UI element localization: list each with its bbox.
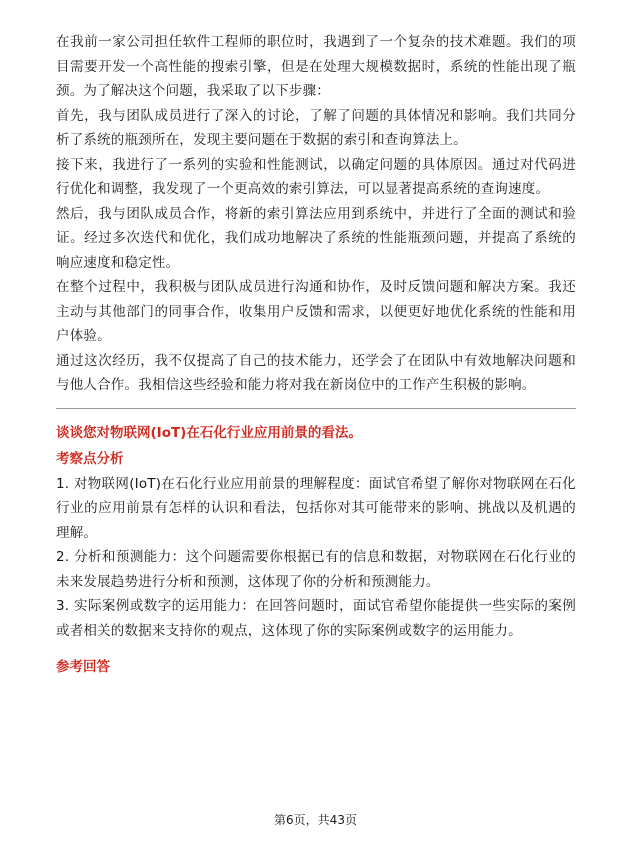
section-divider (56, 408, 576, 409)
analysis-point: 3. 实际案例或数字的运用能力：在回答问题时，面试官希望你能提供一些实际的案例或者相关的数据来支持你的观点，这体现了你的实际案例或数字的运用能力。 (56, 598, 576, 639)
answer-paragraph: 然后，我与团队成员合作，将新的索引算法应用到系统中，并进行了全面的测试和验证。经过多次迭代和优化，我们成功地解决了系统的性能瓶颈问题，并提高了系统的响应速度和稳定性。 (56, 205, 576, 271)
answer-paragraph: 通过这次经历，我不仅提高了自己的技术能力，还学会了在团队中有效地解决问题和与他人合作。我相信这些经验和能力将对我在新岗位中的工作产生积极的影响。 (56, 352, 576, 393)
answer-paragraph: 接下来，我进行了一系列的实验和性能测试，以确定问题的具体原因。通过对代码进行优化和调整，我发现了一个更高效的索引算法，可以显著提高系统的查询速度。 (56, 156, 576, 197)
question-heading: 谈谈您对物联网(IoT)在石化行业应用前景的看法。 (56, 424, 362, 441)
analysis-point: 2. 分析和预测能力：这个问题需要你根据已有的信息和数据，对物联网在石化行业的未来发展趋势进行分析和预测，这体现了你的分析和预测能力。 (56, 549, 576, 590)
document-page (56, 30, 576, 680)
answer-paragraph: 在整个过程中，我积极与团队成员进行沟通和协作，及时反馈问题和解决方案。我还主动与其他部门的同事合作，收集用户反馈和需求，以便更好地优化系统的性能和用户体验。 (56, 279, 576, 344)
answer-paragraph: 首先，我与团队成员进行了深入的讨论，了解了问题的具体情况和影响。我们共同分析了系统的瓶颈所在，发现主要问题在于数据的索引和查询算法上。 (56, 107, 576, 148)
analysis-title: 考察点分析 (56, 451, 124, 467)
answer-paragraph: 在我前一家公司担任软件工程师的职位时，我遇到了一个复杂的技术难题。我们的项目需要开发一个高性能的搜索引擎，但是在处理大规模数据时，系统的性能出现了瓶颈。为了解决这个问题，我采取了以下步骤： (56, 34, 576, 99)
reference-answer-title: 参考回答 (56, 659, 110, 675)
analysis-point: 1. 对物联网(IoT)在石化行业应用前景的理解程度：面试官希望了解你对物联网在石化行业的应用前景有怎样的认识和看法，包括你对其可能带来的影响、挑战以及机遇的理解。 (56, 475, 576, 541)
page-number-footer: 第6页，共43页 (274, 813, 357, 827)
